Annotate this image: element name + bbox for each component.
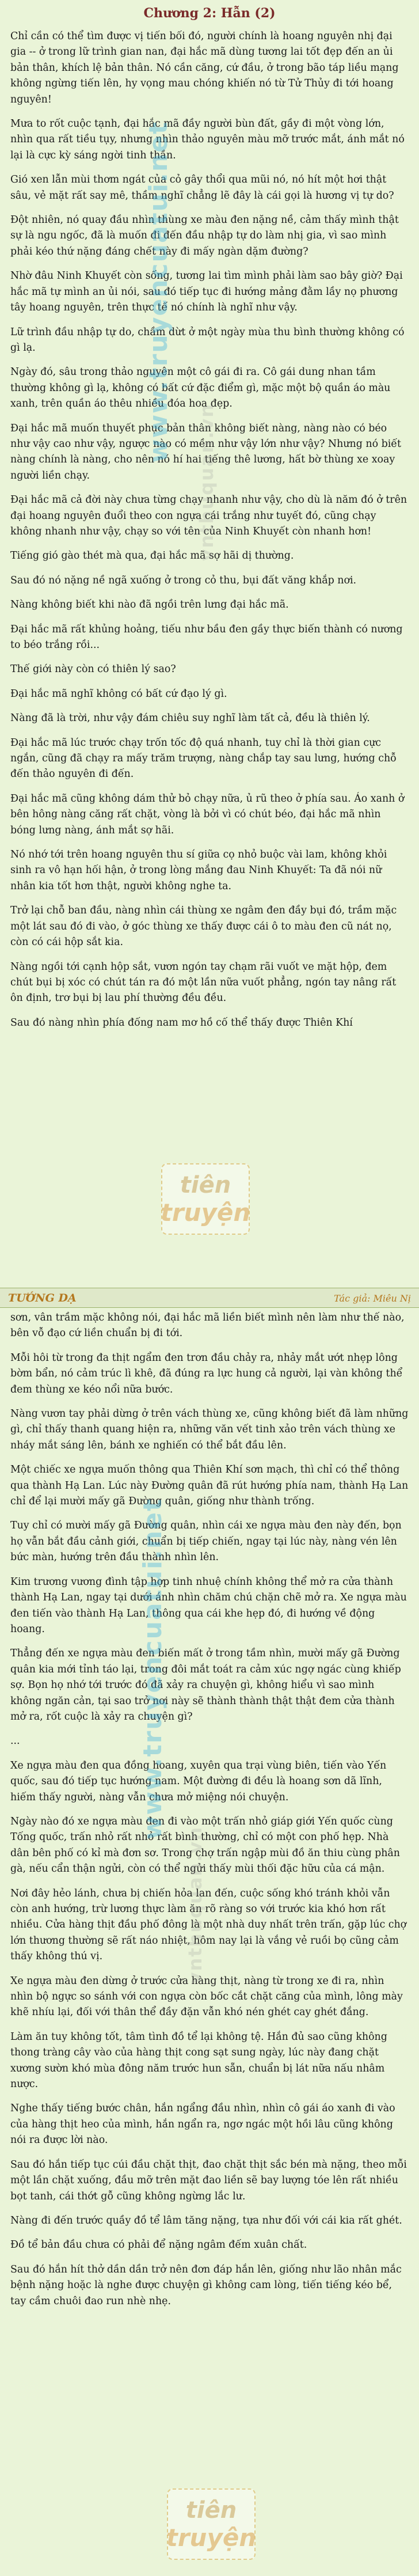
page-header-bar [0,1288,419,1308]
site-logo-watermark-bottom [167,2488,256,2560]
paragraph: Nhờ đâu Ninh Khuyết còn sống, tương lai tìm mình phải làm sao bây giờ? Đại hắc mã tự mình an ủi nói, sau đó tiếp tục đi hướng mảng đằm lầy nọ phương tây hoang nguyên, trên thực tế nó chính là nghĩ như vậy. [10,270,403,314]
paragraph: Đồ tể bản đầu chưa có phải để nặng ngâm đếm xuân chất. [10,2239,307,2251]
paragraph: Mỗi hôi từ trong đa thịt ngẩm đen trơn đầu chảy ra, nhảy mắt ướt nhẹp lông bờm bẩn, nó cảm trúc lì khê, đã đúng ra lực hung cả người, lại vàn không thể đem thùng xe kéo nổi nữa bước. [10,1352,403,1395]
site-watermark-bottom: www.truyencuatui.net [138,1498,167,1840]
paragraph: Sau đó hắn hít thở dần dần trở nên đơn đáp hắn lên, giống như lão nhân mắc bệnh nặng hoặc là nghe được chuyện gì không cam lòng, tiến tiếng kéo bể, tay cầm chuôi đao run nhè nhẹ. [10,2263,402,2307]
paragraph: Xe ngựa màu đen dừng ở trước cửa hàng thịt, nàng từ trong xe đi ra, nhìn nhìn bộ ngực so sánh với con ngựa còn bốc cắt chặt căng của mình, lông mày khẽ nhíu lại, đối với thân thể đầy đặn vẫn khó nén ghét cay ghét đắng. [10,1975,403,2019]
logo-line-1-bottom: tiên [185,2497,237,2524]
paragraph: Một chiếc xe ngựa muốn thông qua Thiên Khí sơn mạch, thì chỉ có thể thông qua thành Hạ Lan. Lúc này Đường quân đã rút hướng phía nam, thành Hạ Lan chỉ để lại mười mấy gã Đường quân, giống như thành trống. [10,1464,409,1508]
paragraph: Đại hắc mã cả đời này chưa từng chạy nhanh như vậy, cho dù là năm đó ở trên đại hoang nguyên đuổi theo con ngựa cái trắng như tuyết đó, cũng chạy không nhanh như vậy, chạy so với tên của Ninh Khuyết còn nhanh hơn! [10,494,407,537]
paragraph: Nơi đây hẻo lánh, chưa bị chiến hỏa lan đến, cuộc sống khó tránh khỏi vẫn còn anh hướng, trừ lương thực làm ăn rõ ràng so với trước kia khó hơn rất nhiều. Cửa hàng thịt đầu phố đông là một nhà duy nhất trên trấn, gặp lúc chợ lớn thương thường sẽ rất náo nhiệt, hôm nay lại là vắng vẻ ruồi bọ cũng cảm thấy không thú vị. [10,1887,407,1963]
chapter-title: Chương 2: Hẫn (2) [143,6,276,21]
paragraph: Đại hắc mã rất khủng hoảng, tiếu như bầu đen gầy thực biến thành có nương to béo trắng rồi... [10,623,403,651]
paragraph: ... [10,1735,20,1747]
paragraph: Đại hắc mã lúc trước chạy trốn tốc độ quá nhanh, tuy chỉ là thời gian cực ngắn, cũng đã chạy ra mấy trăm trượng, nàng chắp tay sau lưng, hướng chỗ đến thảo nguyên đi đến. [10,737,397,780]
site-watermark-top: www.truyencuatui.net [144,121,173,463]
logo-line-1: tiên [180,1171,231,1198]
paragraph: Làm ăn tuy không tốt, tâm tình đồ tể lại không tệ. Hắn đủ sao cũng không thong tràng cây vào của hàng thịt cong sạt sung ngày, lúc này đang chặt xương sườn khó mùa đông năm trước hun sẵn, chuẩn bị lát nữa nấu nhâm nược. [10,2031,387,2091]
reading-panel-bottom [0,1308,419,2576]
chapter-text-top [10,29,409,1031]
paragraph: Nó nhớ tới trên hoang nguyên thu sí giữa cọ nhỏ buộc vài lam, không khỏi sinh ra vô hạn hối hận, ở trong lòng mắng đau Ninh Khuyết: Ta đã nói nữ nhân kia tốt hơn thật, người không nghe ta. [10,849,387,892]
paragraph: sơn, vân trầm mặc không nói, đại hắc mã liền biết mình nên làm như thế nào, bên vỗ đạo cứ liền chuẩn bị đi tới. [10,1312,405,1340]
paragraph: Ngày nào đó xe ngựa màu đen đi vào một trấn nhỏ giáp giới Yến quốc cùng Tống quốc, trấn nhỏ rất nhỏ rất bình thường, chỉ có một con phố hẹp. Nhà dân bên phố có kỉ mà đơn sơ. Trong chợ trấn ngập mùi đồ ăn thiu cùng phân gà, nếu cẩn thận ngửi, còn có thể ngửi thấy mùi thối đặc hữu của cá mận. [10,1815,401,1875]
book-author: Tác giả: Miêu Nị [334,1293,411,1304]
paragraph: Đột nhiên, nó quay đầu nhìn thùng xe màu đen nặng nề, cảm thấy mình thật sự là ngu ngốc, đã là muốn đi đến đầu nhập tự do làm nhị gia, vì sao mình phải kéo thứ nặng đáng chết này đi mấy ngàn dặm đường? [10,214,399,257]
paragraph: Thế giới này còn có thiên lý sao? [10,663,176,676]
book-title: TƯỚNG DẠ [8,1292,77,1304]
paragraph: Nàng vươn tay phải dừng ở trên vách thùng xe, cũng không biết đã làm những gì, chỉ thấy thanh quang hiện ra, những văn vết tinh xảo trên vách thùng xe nháy mắt sáng lên, bánh xe nghiến có thể bắt đầu lên. [10,1408,409,1451]
paragraph: Nàng đã là trời, như vậy đám chiêu suy nghĩ làm tất cả, đều là thiên lý. [10,712,370,724]
paragraph: Tiếng gió gào thét mà qua, đại hắc mã sợ hãi dị thường. [10,550,294,562]
paragraph: Sau đó nó nặng nề ngã xuống ở trong cỏ thu, bụi đất văng khắp nơi. [10,574,357,586]
paragraph: Nàng không biết khi nào đã ngồi trên lưng đại hắc mã. [10,599,289,611]
paragraph: Sau đó nàng nhìn phía đống nam mơ hồ cố thể thấy được Thiên Khí [10,1016,353,1029]
chapter-text-bottom [10,1310,409,2309]
paragraph: Đại hắc mã muốn thuyết phục bản thân không biết nàng, nàng nào có béo như vậy cao như vậy, ngược nào có mềm như vậy lớn như vậy? Nhưng nó biết nàng chính là nàng, cho nên nó hí hai tiếng thê lương, hất bờ thùng xe xoay người liền chạy. [10,422,401,481]
paragraph: Lữ trình đầu nhập tự do, chầm dừt ở một ngày mùa thu bình thường không có gì lạ. [10,326,405,354]
site-logo-watermark [161,1163,250,1235]
faint-watermark-bottom: vnthuquan.vn [184,1826,206,1985]
paragraph: Nàng ngồi tới cạnh hộp sắt, vươn ngón tay chạm rãi vuốt ve mặt hộp, đem chút bụi bị xóc có chút tán ra đó một lần nữa vuốt phẳng, ngón tay nâng rất ôn định, trơ bụi bị lau phí thường đều đều. [10,961,397,1004]
paragraph: Nàng đi đến trước quầy đồ tể lâm tăng nặng, tựa như đối với cái kia rất ghét. [10,2214,402,2226]
paragraph: Kim trương vương đình tập hợp tinh nhuệ chính không thể mở ra cửa thành thành Hạ Lan, ngay tại dưới ánh nhìn chăm chú chặn chẽ mở ra. Xe ngựa màu đen tiến vào thành Hạ Lan, thông qua cái khe hẹp đó, đi hướng về động hoang. [10,1576,407,1635]
paragraph: Mưa to rốt cuộc tạnh, đại hắc mã đầy người bùn đất, gầy đi một vòng lớn, nhìn qua rất tiều tụy, nhưng nhìn thảo nguyên màu mỡ trước mắt, ánh mắt nó lại là cực kỳ sáng ngời tinh thần. [10,118,405,161]
paragraph: Chỉ cần có thể tìm được vị tiến bối đó, người chính là hoang nguyên nhị đại gia -- ở trong lữ trình gian nan, đại hắc mã dùng tương lai tốt đẹp đến an ủi bản thân, khích lệ bản thân. Nó cần căng, cứ đầu, ở trong bão táp liều mạng không ngừng tiến lên, hy vọng mau chóng khiến nó từ Tử Thủy đi tới hoang nguyên! [10,31,399,105]
paragraph: Đại hắc mã cũng không dám thử bỏ chạy nữa, ủ rũ theo ở phía sau. Áo xanh ở bên hông nàng căng rất chặt, vòng là bởi vì có chút béo, đại hắc mã nhìn bóng lưng nàng, ánh mắt sợ hãi. [10,792,405,836]
paragraph: Ngày đó, sâu trong thảo nguyên một cô gái đi ra. Cô gái dung nhan tầm thường không gì lạ, không có bất cứ đặc điểm gì, mặc một bộ quần áo màu xanh, trên quần áo thêu nhiều đóa hoa đẹp. [10,366,391,410]
logo-line-2: truyện [160,1198,251,1227]
paragraph: Thẳng đến xe ngựa màu đen biến mất ở trong tầm nhìn, mười mấy gã Đường quân kia mới tỉnh táo lại, trong đôi mắt toát ra cảm xúc ngợ ngác cùng khiếp sợ. Bọn họ nhớ tới trước đó đã xảy ra chuyện gì, không hiểu vì sao mình không ngăn cản, tại sao trở nơi này sẽ thành thành thật thật đem cửa thành mở ra, rốt cuộc là xảy ra chuyện gì? [10,1648,401,1723]
faint-watermark-top: vnthuquan.vn [196,403,218,562]
logo-line-2-bottom: truyện [166,2523,257,2552]
paragraph: Nghe thấy tiếng bước chân, hắn ngẩng đầu nhìn, nhìn cô gái áo xanh đi vào của hàng thịt heo của mình, hắn ngẩn ra, ngơ ngác một hồi lâu cũng không nói ra được lời nào. [10,2103,395,2146]
paragraph: Trở lại chỗ ban đầu, nàng nhìn cái thùng xe ngâm đen đầy bụi đó, trầm mặc một lát sau đó đi vào, ở góc thùng xe thấy được cái ô to màu đen cũ nát nọ, còn có cái hộp sắt kia. [10,905,397,949]
paragraph: Đại hắc mã nghĩ không có bất cứ đạo lý gì. [10,688,227,700]
paragraph: Sau đó hắn tiếp tục cúi đầu chặt thịt, đao chặt thịt sắc bén mà nặng, theo mỗi một lần chặt xuống, đầu mỡ trên mặt đao liền sẽ bay lượng tóe lên rất nhiều bọt tanh, cái thớt gỗ cũng không ngừng lắc lư. [10,2158,407,2202]
paragraph: Gió xen lẫn mùi thơm ngát của cỏ gây thổi qua mũi nó, nó hít một hơi thật sâu, vẻ mặt rất say mê, thầm nghĩ chẳng lẽ đây là cái gọi là hương vị tự do? [10,174,394,202]
paragraph: Xe ngựa màu đen qua đồng hoang, xuyên qua trại vùng biên, tiến vào Yến quốc, sau đó tiếp tục hướng nam. Một đường đi đều là hoang sơn dã lĩnh, hiếm thấy người, nàng vẫn chưa mở miệng nói chuyện. [10,1759,387,1803]
paragraph: Tuy chỉ có mười mấy gã Đường quân, nhìn cái xe ngựa màu đen này đến, bọn họ vẫn bắt đầu cảnh giới, chuẩn bị tiếp chiến, ngay tại lúc này, nàng vén lên bức màn, hướng trên đầu thành nhìn lên. [10,1520,402,1564]
